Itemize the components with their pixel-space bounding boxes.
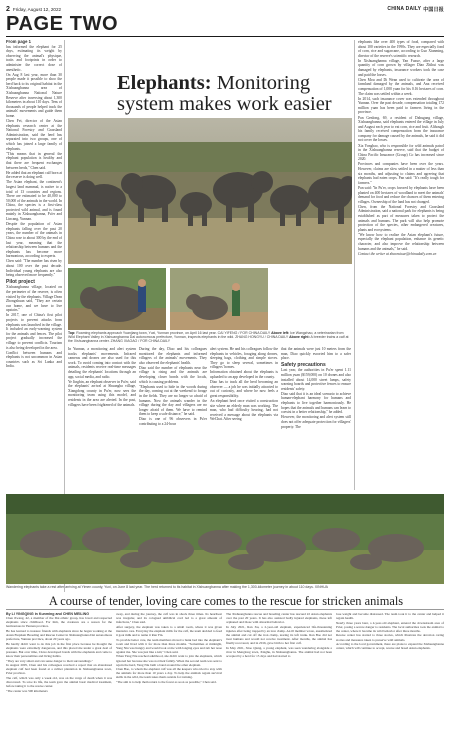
paragraph: lose weight and become distressed. The team took it to the center and helped it regain health. <box>336 612 444 621</box>
paragraph: On Aug 8 last year, more than 30 people made it possible to shoo the herd back to its original habitat in the Xishuangbanna area of Xishuangbanna National Nature Reserve after traversing about 1,300 kilometers in about 110 days. Tens of thousands of people helped track the animals' movements and guide them home. <box>6 72 62 118</box>
caption-text: Wandering elephants take a rest after arriving at Yimen county, Yuxi, on June 8 last year. The herd returned to its habitat in Xishuangbanna after making the 1,300-kilometer journey in about 110 days. <box>6 585 314 589</box>
paragraph: He hardly didn't want to do this job in the first place because he thought the elephants were extremely dangerous, and this placed me under a great deal of pressure. But over time, I have developed bonds with the elephants and come to know their personalities and living habits. <box>6 641 112 658</box>
paragraph: An elephant herd once visited a construction site where an elderly man was working. The man, who had difficulty hearing, had not received a message about the elephants via WeChat. After seeing <box>210 399 278 422</box>
paragraph: Information obtained about the elephants is uploaded to an app developed in the county. <box>210 370 278 380</box>
publication-name-cn: 中国日报 <box>423 6 444 13</box>
paragraph: elephants like over 400 types of food, compared with about 100 varieties in the 1990s. They are especially fond of corn, rice and sugarcane, according to Guo Xianming, director of the reserve's scientific research. <box>358 40 444 58</box>
paragraph: Last year, the authorities in Pu'er spent 1.11 million yuan ($159,000) on 10 drones and also installed about 14,000 street lamps, safety warning boards and protective fences to ensure residents' safety. <box>281 368 351 391</box>
subhead: Safety precautions <box>281 361 326 368</box>
paragraph: Chen Mou and Di Wean used to cultivate the area of farmland damaged by the animals, and Ana received compensation of 1,000 yuan for his 0.16 hectares of corn. The claim was settled within a week. <box>358 77 444 96</box>
paragraph: In Xishuangbanna village, Yan Fuxue, after a large quantity of corn grown by villager Diao Zhihui was damaged by elephants, insurance workers took the case and paid the losses. <box>358 58 444 77</box>
bottom-column-3 <box>226 612 332 744</box>
elephants-resting-photo <box>6 494 444 584</box>
caption-label: Above right: <box>289 335 310 340</box>
elephants-resting-image <box>6 494 444 584</box>
caption-text: Roaming elephants approach Yuanjiang town, Yuxi, Yunnan province, on April 16 last year. <box>75 331 217 335</box>
paragraph: He has learned to treasure friends with elephants since he began working at the Asian Elephant Breeding and Rescue Center in Xishuangbanna Dai autonomous prefecture, Yunnan province, about 20 years ago. <box>6 628 112 642</box>
paragraph: Diao said the number of elephants near the village is rising and the animals are developing closer bonds with the locals, which is causing problems. <box>139 365 207 384</box>
bottom-column-1 <box>6 612 112 744</box>
photo-captions <box>68 331 350 344</box>
byline: By LI YINGQING in Kunming and CHEN MEILING <box>6 612 89 616</box>
paragraph: Ye Jingbin, an elephant observer in Pu'er, said the elephants' arrival at Shuangba village, Xiangdong county in Pu'er, now sees the monitoring team using this model, and residents in the area are alerted. In the past, villagers have been frightened of the animals. <box>68 379 136 407</box>
headline-line2: system makes work easier <box>117 93 332 115</box>
body-column-2 <box>139 347 207 492</box>
page-number: 2 <box>6 5 10 13</box>
paragraph: "The center was 500 kilometers <box>6 688 48 693</box>
elephant-herd-photo <box>68 118 352 264</box>
caption-label: Above left: <box>271 331 290 335</box>
paragraph: Nearly three years later, a 4-year-old elephant, entered the downstream area of Pu'er, posing a severe danger to residents. The local authorities took the animal to the center, where it became its wild behavior after three months. <box>336 620 444 633</box>
body-column-3 <box>210 347 278 492</box>
paragraph: However, the monitoring and alert system still does not offer adequate protection for villagers' property. The <box>281 415 351 429</box>
paragraph: "The aim is to help them return to the forest as soon as possible," Chen said. <box>116 680 217 684</box>
issue-date: Friday, August 12, 2022 <box>12 6 62 12</box>
paragraph: Chen Bao, to whom the elephant calf was all the keepers who tried to stay with the animals for more than 10 years a day. To help the animals regain survival skills in the wild, the team takes them outside for training. <box>116 667 222 680</box>
paragraph: "They are very smart and can sense danger to their surroundings." <box>6 658 94 663</box>
paragraph: alert system. He and his colleagues follow the elephants in vehicles, foraging along drones, sleeping bags, clothing and simple stoves. They go to sleep several, sometimes in villagers' homes. <box>210 347 278 370</box>
column-divider <box>354 40 355 490</box>
paragraph: Despite the population of Asian elephants falling over the past 20 years, the number of the animals in China rose to about 300 by the end of last year, meaning that the relationship between humans and the elephants has become more harmonious, according to experts. <box>6 222 62 259</box>
paragraph: In August 2005, Chen and his colleagues received a report that an abandoned elephant calf had been found at a rubber plantation in Xishuangbanna town, Pu'er province. <box>6 663 112 676</box>
paragraph: According to the local government, there are plans to expand the Xishuangbanna center, which will continue to accept, rescue and breed Asian elephants. <box>336 642 444 651</box>
paragraph: Diao has to track all the herd becoming an observer — a job he was initially attracted to out of curiosity, and where he now feels a great responsibility. <box>210 380 278 398</box>
header-rule <box>6 36 444 37</box>
caption-label: Top: <box>68 331 76 335</box>
headline-part: Monitoring <box>211 72 311 94</box>
body-column-4 <box>281 347 351 492</box>
paragraph: In May 2021, Xiao Qiang, a young elephant, was seen wandering alongside a river in Menglong town, Xinghu, in Xishuangbanna. The animal had not been accepted by a herd for 15 days and had started to <box>226 645 332 658</box>
kicker: From page 1 <box>6 40 31 44</box>
paragraph: that the animals were just 10 meters from the man, Diao quickly escorted him to a safer place. <box>281 347 351 361</box>
caption-text: A breeder trains a calf at the Xishuangbanna center. <box>68 335 349 344</box>
paragraph: In 2014, such insurance cover was extended throughout Yunnan. Over the past decade, compensation totaling 172 million yuan has been paid to farmers living in the province. <box>358 96 444 115</box>
caption-credit: CAI YIFENG / FOR CHINA DAILY <box>216 331 271 335</box>
publication-name: CHINA DAILY <box>387 6 422 12</box>
calf-training-image <box>170 268 268 330</box>
body-column-1 <box>68 347 136 492</box>
veterinarian-photo <box>68 268 166 330</box>
paragraph: The calf, which was only a week old, was on the verge of death when it was discovered. To save its life, the team gave the animal basic medical treatment, before taking it to the rescue center. <box>6 675 112 689</box>
right-column <box>358 40 444 490</box>
calf-training-photo <box>170 268 268 330</box>
paragraph: The Xishuangbanna rescue and breeding center has rescued 22 Asian elephants over the past 20 years. It has also assisted badly injured elephants, these left orphaned and those with abnormal behavior. <box>226 612 332 625</box>
paragraph: When Yang Niu reached adulthood, she didn't want to join the elephants, which ignored her because she was not their family. When the second team was sent to rejoin the herd, Yang Niu built a band around the other elephant. <box>116 654 222 667</box>
paragraph: "We know how to realize the Asian elephant's future, especially the elephant population, enhance its genetic character, and also improve the relationship between humans and the animals," he said. <box>358 232 444 251</box>
paragraph: Rescue center has started to three stories, which illustrate the devotion caring stories and measures taken to preserve wild animals. <box>336 633 444 642</box>
contact-line: Contact the writer at zhaoruixue@chinadaily.com.cn <box>358 251 437 256</box>
paragraph: Chen, from the National Forestry and Grassland Administration, said a national park for elephants is being established as part of measures taken to protect the animals and humans. The park will also help promote protection of the species, other endangered creatures, plants and ecosystems. <box>358 204 444 232</box>
paragraph: Pan said: "In Pu'er, crops favored by elephants have been planted on 400 hectares of woodland to meet the animals' demand for food and reduce the chances of them entering villages. Ownership of the land has not changed. <box>358 185 444 204</box>
section-title: PAGE TWO <box>6 13 119 35</box>
paragraph: Chen Fei, director of the Asian elephants research center at the National Forestry and Grassland Administration, said the herd has separated into two groups, one of which has joined a large family of elephants. <box>6 119 62 151</box>
paragraph: After surgery, the elephant was taken to a small room, where it was given intensive care. Everyday the elephant mills for the calf, the team decided to feed it goat milk and to name it Ran Yin. <box>116 624 222 637</box>
paragraph: In Yunnan, a monitoring and alert system tracks elephants' movements. Infrared cameras and drones are also used for this work. To avoid coming into contact with the animals, residents receive real-time messages detailing the elephants' locations through an app, social media, and radio. <box>68 347 136 379</box>
paragraph: Conflict between humans and elephants is not uncommon in Asian countries such as Sri Lanka and India. <box>6 350 62 369</box>
paragraph: Diao is one of 96 observers in Pu'er contributing to a 24-hour <box>139 417 207 426</box>
paragraph: Chen said: "The number has risen by about 100 over the past decade. Individual young elephants are also being observed more frequently." <box>6 259 62 278</box>
secondary-headline: A course of tender, loving care comes to the rescue for stricken animals <box>48 594 404 608</box>
wide-photo-caption <box>6 585 444 589</box>
paragraph: In July 2021, Ran Xu, a 2-year-old elephant, experienced life-threatening injuries after being trapped by an iron clamp. An ill member wrote, anesthetized the animal and cut off the iron clamp, tearing its left trunk. Ran Bao did not treat humans and would not receive treatment. After months, the animal has finally recovered, and in 2016, gave birth to her first calf. <box>226 624 332 646</box>
paragraph: "Elephants used to hide in the woods during the day, coming out at the weekend to forage in the fields. They are no longer so afraid of humans. Now the animals wander in the village during the day and villagers are no longer afraid of them. We have to remind them to keep a safe distance," he said. <box>139 384 207 417</box>
paragraph: Chen Jiwang, 42, a member of the Dai ethnic group, has loved and respected elephants since childhood. For him, the creatures are a reason for the harmonious in Yunnan province. <box>6 616 112 629</box>
headline-bold: Elephants: <box>117 72 212 94</box>
caption-credit: ZHANG XIAOAO / FOR CHINA DAILY <box>109 339 171 344</box>
paragraph: has informed the elephant for 25 days, estimating its weight by observing the animal's physique, traits and footprints in order to administer the correct dose of anesthetic. <box>6 44 62 72</box>
paragraph: Diao said that it is an ideal scenario to achieve human-elephant harmony for humans and elephants to live together harmoniously. He hopes that the animals and humans can learn to coexist in a better relationship," he added. <box>281 391 351 415</box>
paragraph: He added that an elephant calf born at the reserve is doing well. <box>6 170 62 180</box>
section-rule <box>6 609 444 610</box>
caption-credit: ZHANG HONGYU / CHINA DAILY <box>234 335 289 340</box>
main-headline <box>117 73 349 115</box>
subhead: Pilot project <box>6 278 35 285</box>
paragraph: During the day, Diao and his colleagues monitored the elephants and informed villagers of the animals' movements. They also observed the elephants' health. <box>139 347 207 365</box>
elephant-herd-image <box>68 118 352 264</box>
paragraph: Pan Genlong, 69, a resident of Dabugang village, Xishuangbanna, said elephants entered the village in July and August each year to eat corn, rice and fruit. Although his family received compensation from the insurance company for damage caused by the animals, he said it did not cover the losses. <box>358 115 444 143</box>
bottom-column-4 <box>336 612 444 744</box>
paragraph: Provinces and companies have been over the years. However, claims are slow settled in a matter of less than six months, and adjusting to claims and agreeing that elephants had eaten crops. Pan said: "It's really tough for farmers." <box>358 162 444 185</box>
caption-text: Ice Wangzhao, a veterinarian from Wild Elephant Valley in Xishuangbanna Dai autonomous prefecture, Yunnan, inspects elephants in the wild. <box>68 331 344 340</box>
paragraph: "This means that in general the elephant population is healthy and that there are frequent exchanges between herds," Chen said. <box>6 151 62 170</box>
paragraph: In 2017, one of China's first pilot projects to prevent attacks from elephants was launched in the village. It included an early-warning system for the animals and fences. The pilot project gradually increased the village to prevent conflicts. Tourism is also being developed in the area. <box>6 313 62 350</box>
paragraph: Xia Yongbao, who is responsible for wild animals patrol in the Xishuangbanna reserve, said that the budget of China Pacific Insurance (Group) Co has increased since 2020. <box>358 143 444 162</box>
paragraph: away, and during the journey, the calf was in shock three times. Its heartbeat was irregular, and its cologned umbilical cord led to a great amount of infections," Chen said. <box>116 612 222 625</box>
paragraph: The Asian elephant, the continent's largest land mammal, is native to a total of 13 countries and regions. There are estimated to be 40,000 to 50,000 of the animals in the world. In China, the species is a first-class protected wild animal, and is found mainly in Xishuangbanna, Pu'er and Lincang, Yunnan. <box>6 180 62 222</box>
caption-credit: XINHUA <box>313 585 328 589</box>
paragraph: Xishuangbanna village, located on the perimeter of the reserve, is often visited by the elephants. Village Dean Zhongzhuan said, "They are certain our home, and we have to live upstairs." <box>6 285 62 313</box>
veterinarian-image <box>68 268 166 330</box>
bottom-column-2 <box>116 612 222 744</box>
paragraph: To provide better care, the team members moved a bunk bed into the elephant's room and lived with it for more than three months. "Sometimes at midnight, Yang Niu was hungry and would look at me with longing eyes and rub her nose against me. She was just like a kid," Chen said. <box>116 637 222 654</box>
